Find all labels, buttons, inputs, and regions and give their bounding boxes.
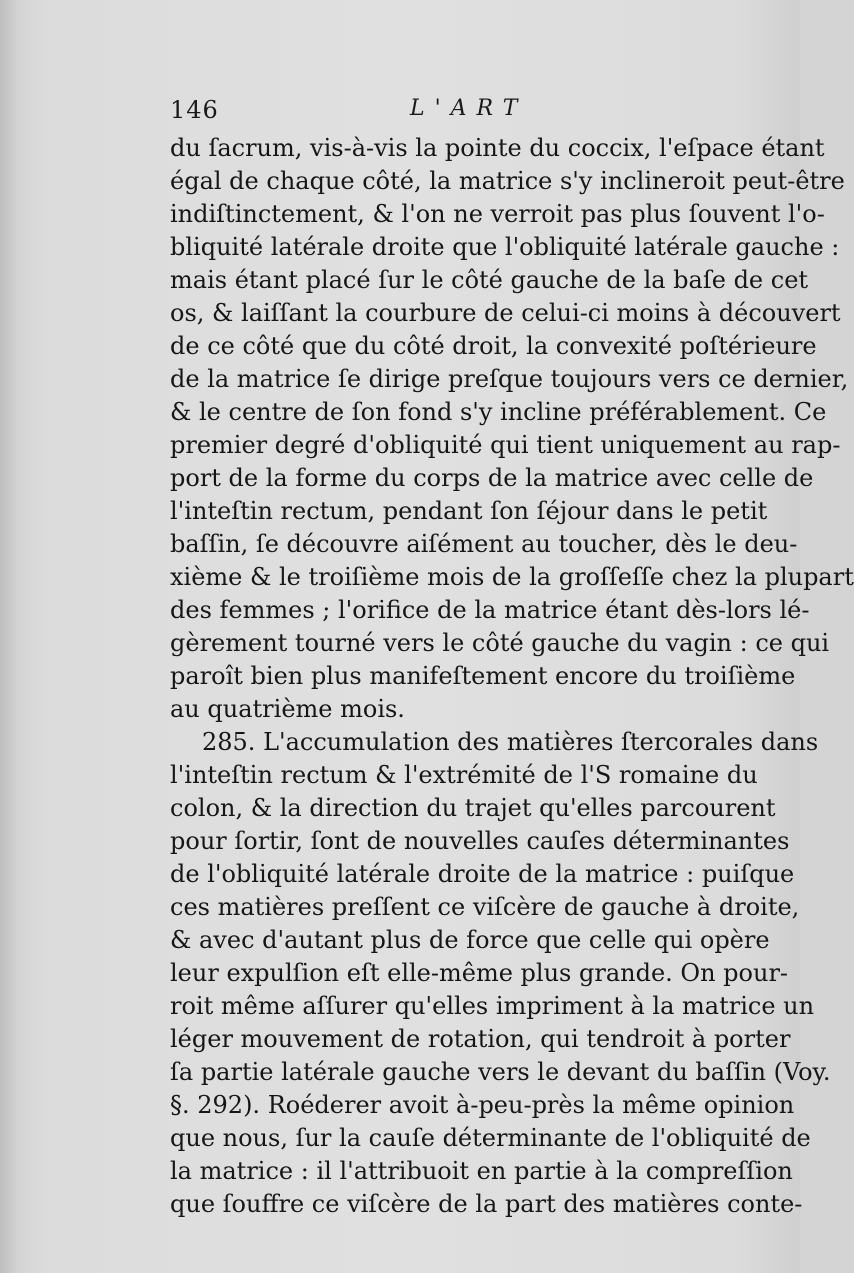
text-line: os, & laiſſant la courbure de celui-ci moins à découvert <box>170 299 841 327</box>
text-line: indiſtinctement, & l'on ne verroit pas plus ſouvent l'o- <box>170 200 825 228</box>
text-line: premier degré d'obliquité qui tient uniquement au rap- <box>170 431 841 459</box>
text-line: l'inteſtin rectum, pendant ſon ſéjour dans le petit <box>170 497 768 525</box>
text-line: de la matrice ſe dirige preſque toujours vers ce dernier, <box>170 365 849 393</box>
text-line: des femmes ; l'orifice de la matrice étant dès-lors lé- <box>170 596 810 624</box>
text-line: au quatrième mois. <box>170 695 405 723</box>
text-line: port de la forme du corps de la matrice avec celle de <box>170 464 814 492</box>
text-line: que nous, ſur la cauſe déterminante de l'obliquité de <box>170 1124 811 1152</box>
running-head <box>170 92 730 132</box>
text-line: colon, & la direction du trajet qu'elles parcourent <box>170 794 776 822</box>
text-line: & avec d'autant plus de force que celle qui opère <box>170 926 770 954</box>
body-text <box>170 132 854 1221</box>
text-line: que ſouffre ce viſcère de la part des matières conte- <box>170 1190 803 1218</box>
text-line: paroît bien plus manifeſtement encore du troiſième <box>170 662 796 690</box>
text-line: égal de chaque côté, la matrice s'y inclineroit peut-être <box>170 167 845 195</box>
text-line: de l'obliquité latérale droite de la matrice : puiſque <box>170 860 795 888</box>
text-line: §. 292). Roéderer avoit à-peu-près la même opinion <box>170 1091 795 1119</box>
text-line: ces matières preſſent ce viſcère de gauche à droite, <box>170 893 800 921</box>
text-line: xième & le troiſième mois de la groſſeſſe chez la plupart <box>170 563 854 591</box>
text-line: mais étant placé ſur le côté gauche de la baſe de cet <box>170 266 809 294</box>
text-line: gèrement tourné vers le côté gauche du vagin : ce qui <box>170 629 830 657</box>
text-line: baſſin, ſe découvre aiſément au toucher, dès le deu- <box>170 530 798 558</box>
text-line: léger mouvement de rotation, qui tendroit à porter <box>170 1025 791 1053</box>
text-line: ſa partie latérale gauche vers le devant du baſſin (Voy. <box>170 1058 831 1086</box>
running-title: L'ART <box>410 96 528 121</box>
text-line: de ce côté que du côté droit, la convexité poſtérieure <box>170 332 817 360</box>
text-line: l'inteſtin rectum & l'extrémité de l'S romaine du <box>170 761 758 789</box>
text-line: roit même aſſurer qu'elles impriment à la matrice un <box>170 992 815 1020</box>
text-line: bliquité latérale droite que l'obliquité latérale gauche : <box>170 233 840 261</box>
text-line: du ſacrum, vis-à-vis la pointe du coccix, l'eſpace étant <box>170 134 825 162</box>
text-line: pour ſortir, ſont de nouvelles cauſes déterminantes <box>170 827 790 855</box>
page-number: 146 <box>170 96 219 124</box>
text-line: leur expulſion eſt elle-même plus grande. On pour- <box>170 959 789 987</box>
text-line: 285. L'accumulation des matières ſtercorales dans <box>202 728 819 756</box>
text-line: & le centre de ſon fond s'y incline préférablement. Ce <box>170 398 827 426</box>
text-line: la matrice : il l'attribuoit en partie à la compreſſion <box>170 1157 793 1185</box>
gutter-shadow <box>0 0 18 1273</box>
